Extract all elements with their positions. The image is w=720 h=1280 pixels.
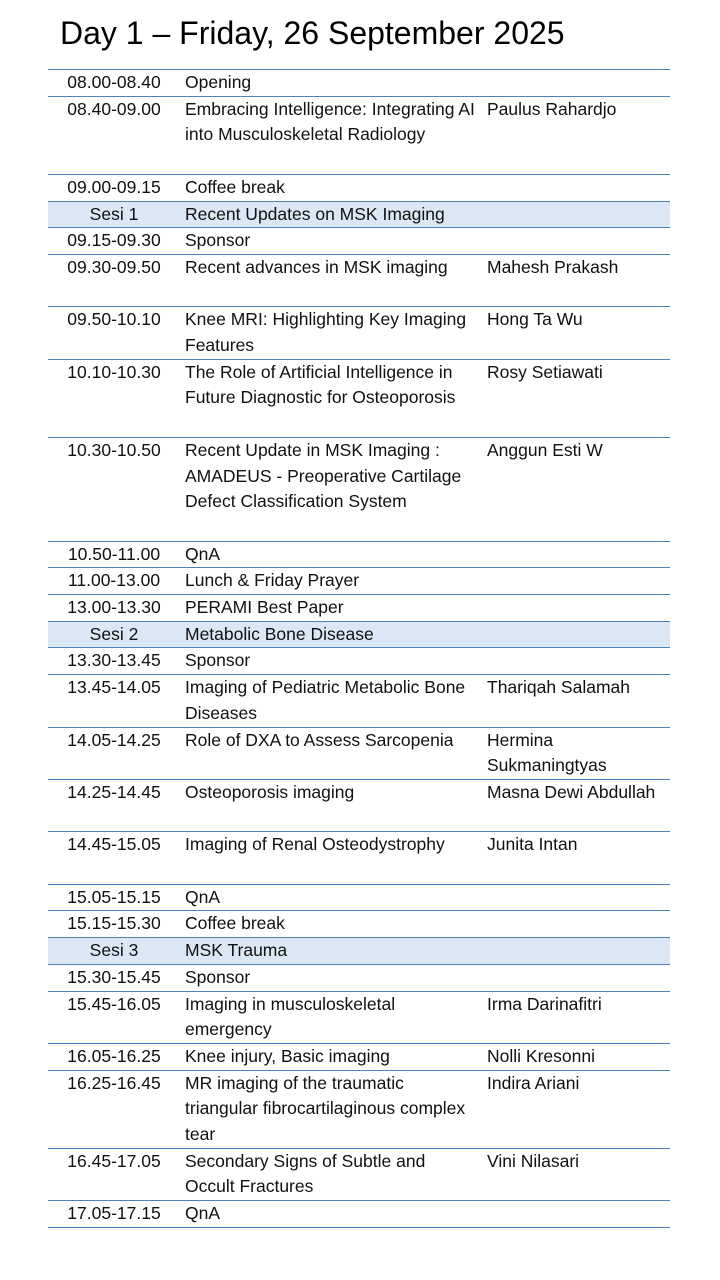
time-cell: 09.15-09.30 (48, 228, 180, 255)
speaker-cell (482, 884, 670, 911)
session-header-row (48, 938, 670, 965)
session-header-row (48, 201, 670, 228)
schedule-row (48, 568, 670, 595)
schedule-row (48, 648, 670, 675)
topic-cell: QnA (180, 541, 482, 568)
speaker-cell (482, 70, 670, 97)
time-cell: 09.30-09.50 (48, 254, 180, 306)
time-cell: 09.00-09.15 (48, 174, 180, 201)
topic-cell: Osteoporosis imaging (180, 779, 482, 831)
time-cell: 09.50-10.10 (48, 307, 180, 359)
speaker-cell: Vini Nilasari (482, 1148, 670, 1200)
topic-cell: Sponsor (180, 964, 482, 991)
time-cell: 16.45-17.05 (48, 1148, 180, 1200)
speaker-cell (482, 201, 670, 228)
session-title: MSK Trauma (180, 938, 482, 965)
schedule-table (48, 69, 670, 1228)
time-cell: 13.45-14.05 (48, 675, 180, 727)
time-cell: 15.45-16.05 (48, 991, 180, 1043)
speaker-cell: Anggun Esti W (482, 437, 670, 541)
time-cell: 10.50-11.00 (48, 541, 180, 568)
topic-cell: Imaging in musculoskeletal emergency (180, 991, 482, 1043)
speaker-cell: Thariqah Salamah (482, 675, 670, 727)
topic-cell: Knee MRI: Highlighting Key Imaging Features (180, 307, 482, 359)
schedule-row (48, 254, 670, 306)
speaker-cell (482, 228, 670, 255)
topic-cell: Sponsor (180, 228, 482, 255)
topic-cell: Embracing Intelligence: Integrating AI into Musculoskeletal Radiology (180, 96, 482, 174)
speaker-cell (482, 648, 670, 675)
time-cell: 14.45-15.05 (48, 832, 180, 884)
schedule-row (48, 1148, 670, 1200)
topic-cell: Imaging of Renal Osteodystrophy (180, 832, 482, 884)
topic-cell: Coffee break (180, 911, 482, 938)
topic-cell: Knee injury, Basic imaging (180, 1043, 482, 1070)
speaker-cell: Paulus Rahardjo (482, 96, 670, 174)
speaker-cell (482, 174, 670, 201)
time-cell: 11.00-13.00 (48, 568, 180, 595)
session-label: Sesi 3 (48, 938, 180, 965)
schedule-row (48, 1070, 670, 1148)
speaker-cell: Masna Dewi Abdullah (482, 779, 670, 831)
topic-cell: Role of DXA to Assess Sarcopenia (180, 727, 482, 779)
time-cell: 13.30-13.45 (48, 648, 180, 675)
topic-cell: Recent advances in MSK imaging (180, 254, 482, 306)
speaker-cell (482, 938, 670, 965)
topic-cell: Imaging of Pediatric Metabolic Bone Diseases (180, 675, 482, 727)
schedule-body (48, 70, 670, 1228)
topic-cell: Sponsor (180, 648, 482, 675)
time-cell: 14.05-14.25 (48, 727, 180, 779)
speaker-cell (482, 568, 670, 595)
page-title: Day 1 – Friday, 26 September 2025 (60, 15, 565, 51)
speaker-cell (482, 541, 670, 568)
speaker-cell: Hermina Sukmaningtyas (482, 727, 670, 779)
speaker-cell: Nolli Kresonni (482, 1043, 670, 1070)
schedule-row (48, 675, 670, 727)
time-cell: 13.00-13.30 (48, 595, 180, 622)
schedule-row (48, 174, 670, 201)
schedule-row (48, 595, 670, 622)
time-cell: 14.25-14.45 (48, 779, 180, 831)
speaker-cell: Hong Ta Wu (482, 307, 670, 359)
topic-cell: Lunch & Friday Prayer (180, 568, 482, 595)
schedule-row (48, 307, 670, 359)
schedule-row (48, 1201, 670, 1228)
session-label: Sesi 1 (48, 201, 180, 228)
speaker-cell: Indira Ariani (482, 1070, 670, 1148)
topic-cell: QnA (180, 884, 482, 911)
schedule-row (48, 884, 670, 911)
time-cell: 17.05-17.15 (48, 1201, 180, 1228)
time-cell: 08.40-09.00 (48, 96, 180, 174)
schedule-row (48, 96, 670, 174)
schedule-row (48, 727, 670, 779)
topic-cell: Recent Update in MSK Imaging : AMADEUS - Preoperative Cartilage Defect Classification System (180, 437, 482, 541)
topic-cell: QnA (180, 1201, 482, 1228)
time-cell: 08.00-08.40 (48, 70, 180, 97)
speaker-cell (482, 1201, 670, 1228)
session-header-row (48, 621, 670, 648)
schedule-row (48, 1043, 670, 1070)
time-cell: 16.05-16.25 (48, 1043, 180, 1070)
schedule-row (48, 359, 670, 437)
topic-cell: Coffee break (180, 174, 482, 201)
time-cell: 10.10-10.30 (48, 359, 180, 437)
session-title: Recent Updates on MSK Imaging (180, 201, 482, 228)
speaker-cell (482, 621, 670, 648)
time-cell: 15.30-15.45 (48, 964, 180, 991)
time-cell: 15.15-15.30 (48, 911, 180, 938)
time-cell: 15.05-15.15 (48, 884, 180, 911)
schedule-row (48, 779, 670, 831)
speaker-cell (482, 595, 670, 622)
schedule-row (48, 964, 670, 991)
speaker-cell: Mahesh Prakash (482, 254, 670, 306)
schedule-row (48, 437, 670, 541)
session-title: Metabolic Bone Disease (180, 621, 482, 648)
schedule-row (48, 228, 670, 255)
schedule-row (48, 991, 670, 1043)
schedule-row (48, 70, 670, 97)
topic-cell: PERAMI Best Paper (180, 595, 482, 622)
speaker-cell (482, 911, 670, 938)
speaker-cell: Rosy Setiawati (482, 359, 670, 437)
session-label: Sesi 2 (48, 621, 180, 648)
schedule-row (48, 832, 670, 884)
topic-cell: MR imaging of the traumatic triangular fibrocartilaginous complex tear (180, 1070, 482, 1148)
topic-cell: Opening (180, 70, 482, 97)
speaker-cell: Irma Darinafitri (482, 991, 670, 1043)
speaker-cell: Junita Intan (482, 832, 670, 884)
topic-cell: Secondary Signs of Subtle and Occult Fractures (180, 1148, 482, 1200)
speaker-cell (482, 964, 670, 991)
schedule-row (48, 911, 670, 938)
schedule-row (48, 541, 670, 568)
time-cell: 16.25-16.45 (48, 1070, 180, 1148)
time-cell: 10.30-10.50 (48, 437, 180, 541)
topic-cell: The Role of Artificial Intelligence in Future Diagnostic for Osteoporosis (180, 359, 482, 437)
